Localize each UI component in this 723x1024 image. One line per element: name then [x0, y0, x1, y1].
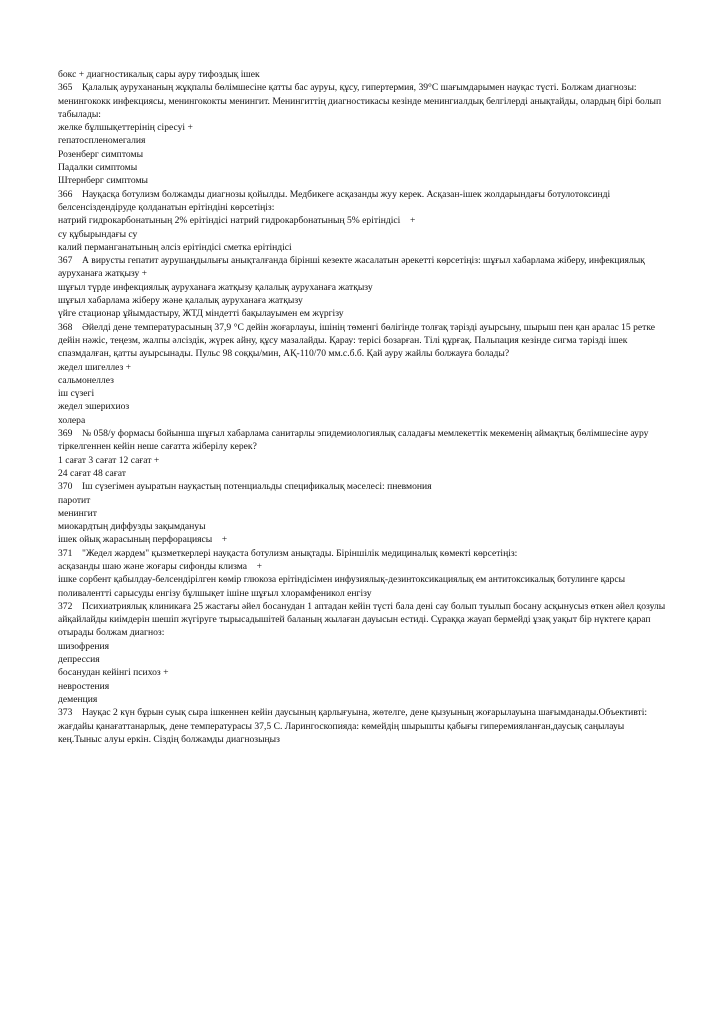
answer-option: іш сүзегі — [58, 388, 95, 400]
answer-option: желке бұлшықеттерінің сіресуі + — [58, 122, 193, 134]
answer-option: калий перманганатының әлсіз ерітіндісі сметка ерітіндісі — [58, 241, 292, 253]
answer-option: босанудан кейінгі психоз + — [58, 667, 169, 679]
answer-option: ішек ойық жарасының перфорациясы + — [58, 534, 228, 546]
answer-option: миокардтың диффузды зақымдануы — [58, 521, 206, 533]
answer-option: Розенберг симптомы — [58, 148, 144, 160]
answer-option: невростения — [58, 680, 110, 692]
answer-option: Падалки симптомы — [58, 162, 138, 174]
answer-option: жедел эшерихиоз — [58, 401, 130, 413]
question-370: 370 Іш сүзегімен ауыратын науқастың потенциальды спецификалық мәселесі: пневмония — [58, 481, 432, 493]
answer-option: депрессия — [58, 654, 100, 666]
answer-option: шизофрения — [58, 640, 110, 652]
answer-option: шұғыл хабарлама жіберу және қалалық ауруханаға жатқызу — [58, 295, 303, 307]
answer-option: ішке сорбент қабылдау-белсендірілген көмір глюкоза ерітіндісімен инфузиялық-дезинтоксикациялық ем антитоксикалық ботулинге қарсы поливалентті сарысуды енгізу бұлшықет ішіне шұғыл хлорамфеникол енгізу — [58, 574, 626, 599]
answer-option: холера — [58, 414, 86, 426]
question-371: 371 "Жедел жәрдем" қызметкерлері науқаста ботулизм анықтады. Біріншілік медициналық көмекті көрсетіңіз: — [58, 547, 518, 559]
question-372: 372 Психиатриялық клиникаға 25 жастағы әйел босанудан 1 аптадан кейін түсті бала дені сау болып туылып босану асқынусыз өткен әйел қозулы айқайлайды киімдерін шешіп жүгіруге тырысадышітей баланың жылаған дауысын естиді. Сұраққа жауап бермейді ұзақ уақыт бір нүктеге қарап отырады болжам диагноз: — [58, 600, 666, 639]
text-line: бокс + диагностикалық сары ауру тифоздық ішек — [58, 69, 260, 80]
question-373: 373 Науқас 2 күн бұрын суық сыра ішкеннен кейін даусының қарлығуына, жөтелге, дене қызуының жоғарылауына шағымданады.Объективті: жағдайы қанағаттанарлық, дене температурасы 37,5 С. Ларингоскопияда: көмейдің шырышты қабығы гиперемияланған,даусық саңылауы кең.Тыныс алуы еркін. Сіздің болжамды диагнозыңыз — [58, 707, 648, 745]
answer-option: жедел шигеллез + — [58, 361, 132, 373]
question-367: 367 А вирусты гепатит аурушаңдылығы анықталғанда бірінші кезекте жасалатын әрекетті көрсетіңіз: шұғыл хабарлама жіберу, инфекциялық ауруханаға жатқызу + — [58, 255, 645, 280]
answer-option: 1 сағат 3 сағат 12 сағат + — [58, 454, 160, 466]
answer-option: менингит — [58, 507, 97, 519]
answer-option: асқазанды шаю және жоғары сифонды клизма + — [58, 560, 263, 572]
answer-option: үйге стационар ұйымдастыру, ЖТД міндетті бақылауымен ем жүргізу — [58, 308, 344, 320]
answer-option: Штернберг симптомы — [58, 175, 148, 187]
answer-option: сальмонеллез — [58, 374, 114, 386]
question-368: 368 Әйелді дене температурасының 37,9 °С дейін жоғарлауы, ішінің төменгі бөлігінде толғақ тәрізді ауырсыну, шырыш пен қан аралас 15 ретке дейін нәжіс, теңезм, жалпы әлсіздік, жүрек айну, құсу мазалайды. Қарау: терісі бозарған. Тілі құрғақ. Пальпация кезінде сигма тәрізді ішек спазмдалған, қатты ауырсынады. Пульс 98 соққы/мин, АҚ-110/70 мм.с.б.б. Қай ауру жайлы болжауға болады? — [58, 321, 656, 360]
answer-option: деменция — [58, 693, 98, 705]
question-366: 366 Науқасқа ботулизм болжамды диагнозы қойылды. Медбикеге асқазанды жуу керек. Асқазан-ішек жолдарындағы ботулотоксинді белсенсіздендіруде қолданатын ерітіндіні көрсетіңіз: — [58, 188, 611, 213]
answer-option: натрий гидрокарбонатының 2% ерітіндісі натрий гидрокарбонатының 5% ерітіндісі + — [58, 215, 416, 227]
answer-option: шұғыл түрде инфекциялық ауруханаға жатқызу қалалық ауруханаға жатқызу — [58, 281, 373, 293]
answer-option: гепатоспленомегалия — [58, 135, 146, 147]
answer-option: 24 сағат 48 сағат — [58, 467, 126, 479]
question-369: 369 № 058/у формасы бойынша шұғыл хабарлама санитарлы эпидемиологиялық саладағы мемлекеттік мекеменің аймақтық бөлімшесіне ауру тіркелгеннен кейін неше сағатта жіберілу керек? — [58, 428, 649, 453]
document-body — [58, 68, 668, 746]
question-365: 365 Қалалық аурухананың жұқпалы бөлімшесіне қатты бас ауруы, құсу, гипертермия, 39°С шағымдарымен науқас түсті. Болжам диагнозы: менингококк инфекциясы, менингококты менингит. Менингиттің диагностикасы кезінде менингиалдық белгілерді анықтайды, олардың бірі болып табылады: — [58, 82, 662, 120]
answer-option: паротит — [58, 494, 91, 506]
answer-option: су құбырындағы су — [58, 228, 138, 240]
